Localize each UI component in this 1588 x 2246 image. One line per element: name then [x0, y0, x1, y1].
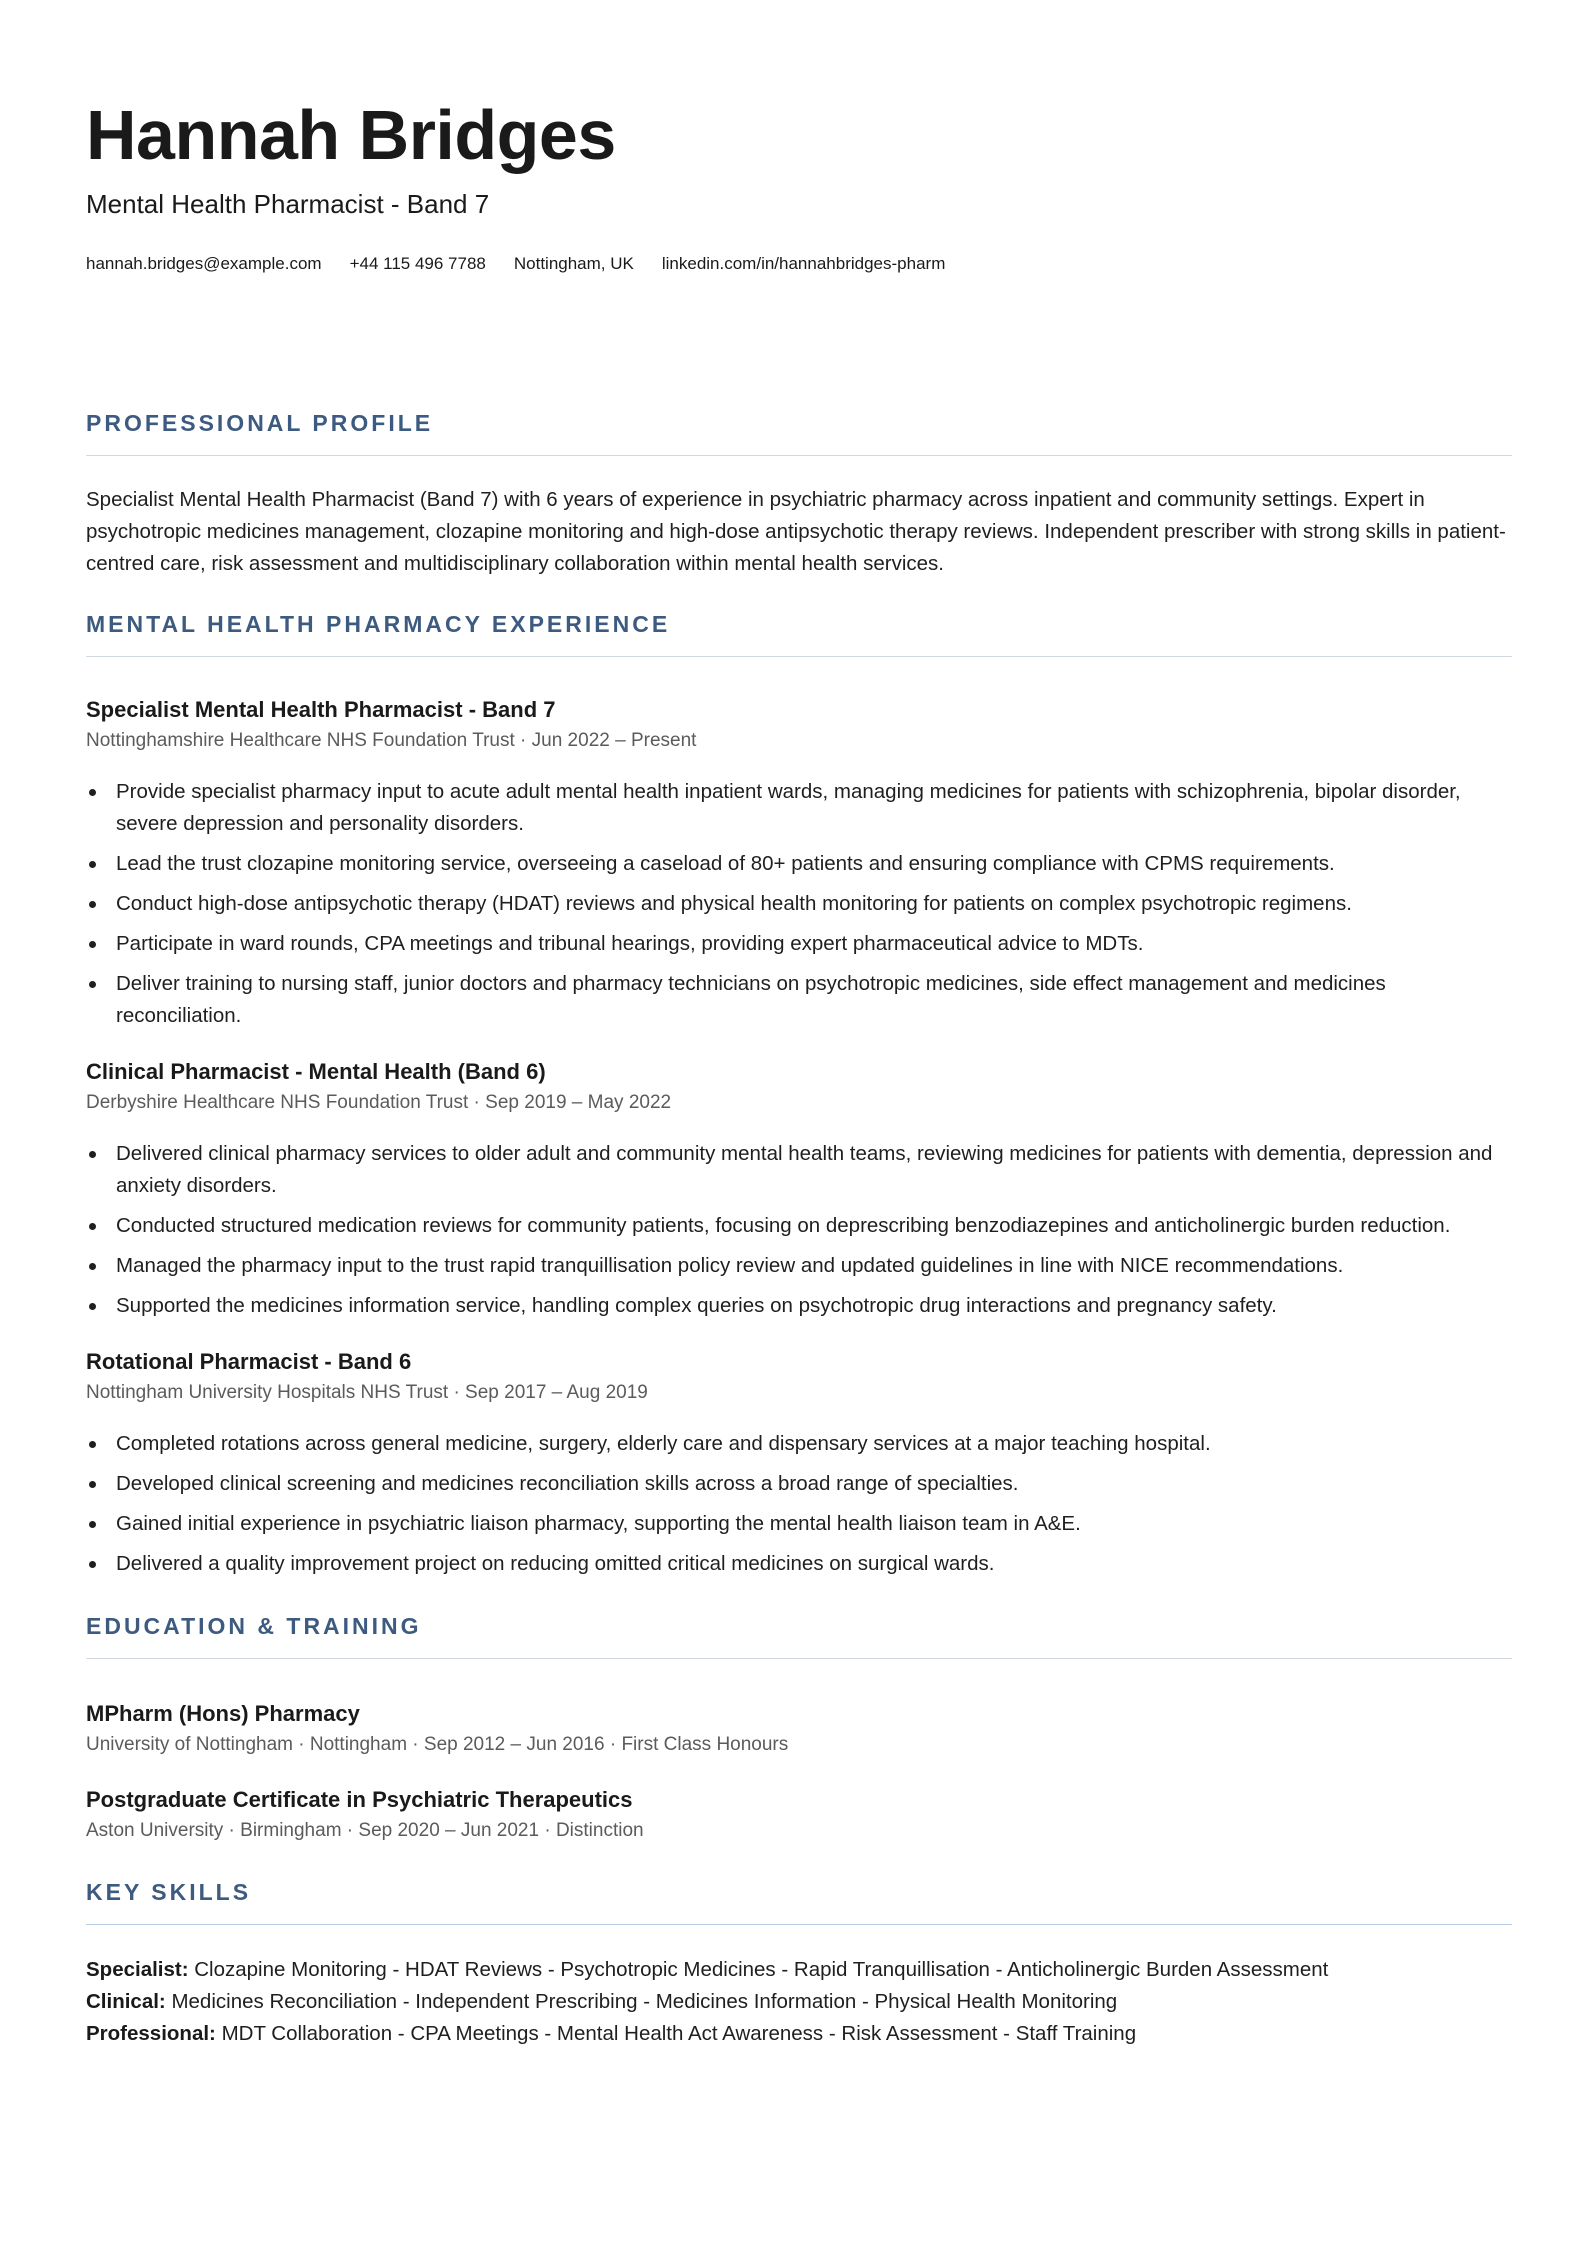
bullet-item: Gained initial experience in psychiatric liaison pharmacy, supporting the mental health liaison team in A&E. — [86, 1508, 1512, 1540]
job-title: Rotational Pharmacist - Band 6 — [86, 1349, 412, 1374]
skills-row-value: Medicines Reconciliation - Independent Prescribing - Medicines Information - Physical Health Monitoring — [171, 1990, 1118, 2013]
bullet-item: Provide specialist pharmacy input to acute adult mental health inpatient wards, managing medicines for patients with schizophrenia, bipolar disorder, severe depression and personality disorders. — [86, 776, 1512, 840]
skills-row-value: MDT Collaboration - CPA Meetings - Mental Health Act Awareness - Risk Assessment - Staff Training — [221, 2022, 1137, 2045]
section-divider — [86, 656, 1512, 657]
job-title: Specialist Mental Health Pharmacist - Band 7 — [86, 697, 556, 722]
bullet-item: Delivered clinical pharmacy services to older adult and community mental health teams, reviewing medicines for patients with dementia, depression and anxiety disorders. — [86, 1138, 1512, 1202]
contact-bar — [86, 252, 945, 276]
bullet-item: Deliver training to nursing staff, junior doctors and pharmacy technicians on psychotropic medicines, side effect management and medicines reconciliation. — [86, 968, 1512, 1032]
bullet-item: Conduct high-dose antipsychotic therapy (HDAT) reviews and physical health monitoring for patients on complex psychotropic regimens. — [86, 888, 1512, 920]
job-bullets — [86, 776, 1512, 1040]
candidate-name: Hannah Bridges — [86, 96, 616, 174]
bullet-item: Lead the trust clozapine monitoring service, overseeing a caseload of 80+ patients and ensuring compliance with CPMS requirements. — [86, 848, 1512, 880]
candidate-title: Mental Health Pharmacist - Band 7 — [86, 189, 490, 219]
job-meta: Nottinghamshire Healthcare NHS Foundation Trust · Jun 2022 – Present — [86, 730, 697, 751]
contact-location: Nottingham, UK — [513, 254, 634, 273]
contact-phone[interactable]: +44 115 496 7788 — [349, 254, 486, 273]
section-heading-skills: KEY SKILLS — [86, 1879, 252, 1905]
job-meta: Derbyshire Healthcare NHS Foundation Trust · Sep 2019 – May 2022 — [86, 1092, 672, 1113]
education-title: Postgraduate Certificate in Psychiatric Therapeutics — [86, 1787, 633, 1812]
job-bullets — [86, 1428, 1512, 1588]
bullet-item: Participate in ward rounds, CPA meetings and tribunal hearings, providing expert pharmaceutical advice to MDTs. — [86, 928, 1512, 960]
section-divider — [86, 455, 1512, 456]
skills-row — [86, 2018, 1512, 2050]
contact-linkedin[interactable]: linkedin.com/in/hannahbridges-pharm — [661, 254, 946, 273]
skills-row-label: Specialist: — [86, 1958, 189, 1981]
education-title: MPharm (Hons) Pharmacy — [86, 1701, 360, 1726]
section-heading-experience: MENTAL HEALTH PHARMACY EXPERIENCE — [86, 611, 671, 637]
bullet-item: Supported the medicines information service, handling complex queries on psychotropic drug interactions and pregnancy safety. — [86, 1290, 1512, 1322]
contact-email[interactable]: hannah.bridges@example.com — [86, 254, 322, 273]
job-meta: Nottingham University Hospitals NHS Trust · Sep 2017 – Aug 2019 — [86, 1382, 648, 1403]
education-meta: Aston University · Birmingham · Sep 2020 – Jun 2021 · Distinction — [86, 1820, 644, 1841]
bullet-item: Managed the pharmacy input to the trust rapid tranquillisation policy review and updated guidelines in line with NICE recommendations. — [86, 1250, 1512, 1282]
job-bullets — [86, 1138, 1512, 1330]
profile-summary: Specialist Mental Health Pharmacist (Band 7) with 6 years of experience in psychiatric pharmacy across inpatient and community settings. Expert in psychotropic medicines management, clozapine monitoring and high-dose antipsychotic therapy reviews. Independent prescriber with strong skills in patient-centred care, risk assessment and multidisciplinary collaboration within mental health services. — [86, 488, 1506, 575]
bullet-item: Delivered a quality improvement project on reducing omitted critical medicines on surgical wards. — [86, 1548, 1512, 1580]
education-meta: University of Nottingham · Nottingham · Sep 2012 – Jun 2016 · First Class Honours — [86, 1734, 789, 1755]
skills-row-label: Clinical: — [86, 1990, 166, 2013]
skills-row — [86, 1986, 1512, 2018]
skills-row-label: Professional: — [86, 2022, 216, 2045]
section-divider — [86, 1924, 1512, 1925]
skills-row — [86, 1954, 1512, 1986]
skills-row-value: Clozapine Monitoring - HDAT Reviews - Psychotropic Medicines - Rapid Tranquillisation - Anticholinergic Burden Assessment — [194, 1958, 1329, 1981]
skills-list — [86, 1954, 1512, 2050]
job-title: Clinical Pharmacist - Mental Health (Band 6) — [86, 1059, 546, 1084]
bullet-item: Developed clinical screening and medicines reconciliation skills across a broad range of specialties. — [86, 1468, 1512, 1500]
bullet-item: Conducted structured medication reviews for community patients, focusing on deprescribing benzodiazepines and anticholinergic burden reduction. — [86, 1210, 1512, 1242]
section-heading-profile: PROFESSIONAL PROFILE — [86, 410, 434, 436]
bullet-item: Completed rotations across general medicine, surgery, elderly care and dispensary services at a major teaching hospital. — [86, 1428, 1512, 1460]
section-heading-education: EDUCATION & TRAINING — [86, 1613, 422, 1639]
section-divider — [86, 1658, 1512, 1659]
